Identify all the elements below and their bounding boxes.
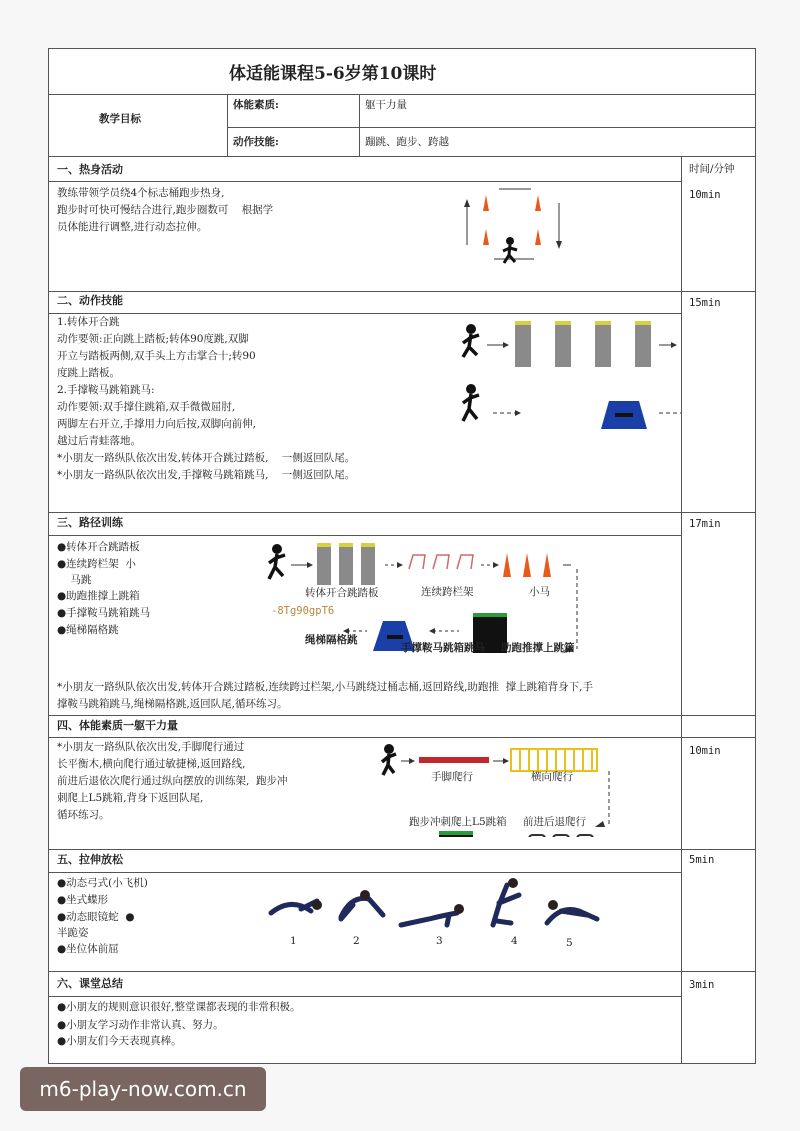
- section-title-stretch: 五、拉伸放松: [57, 853, 123, 866]
- warmup-time: 10min: [689, 189, 721, 201]
- stretch-bullet: ●坐式蝶形: [57, 894, 109, 906]
- diagram-label: 前进后退爬行: [523, 816, 586, 828]
- stretch-bullet: ●动态眼镜蛇 ● 半跪姿: [57, 911, 135, 939]
- divider: [49, 181, 681, 182]
- path-bullet: ●助跑推撑上跳箱: [57, 590, 140, 602]
- diagram-label: 跑步冲刺爬上L5跳箱: [409, 816, 507, 828]
- pose-number: 4: [511, 935, 518, 947]
- page-title: 体适能课程5-6岁第10课时: [229, 64, 437, 84]
- divider: [359, 94, 360, 156]
- pose-number: 3: [436, 935, 443, 947]
- divider: [49, 849, 755, 850]
- watermark-badge: m6-play-now.com.cn: [20, 1067, 266, 1111]
- diagram-label: -8Tg90gpT6: [271, 605, 335, 617]
- fitness-label: 体能素质:: [233, 99, 279, 111]
- stretch-time: 5min: [689, 854, 715, 866]
- diagram-label: 手撑鞍马跳箱跳马: [401, 642, 485, 654]
- divider: [49, 535, 681, 536]
- fitness-value: 躯干力量: [365, 99, 407, 111]
- core-time: 10min: [689, 745, 721, 757]
- summary-bullet: ●小朋友学习动作非常认真、努力。: [57, 1019, 224, 1031]
- warmup-cone-diagram: [449, 183, 579, 273]
- time-header: 时间/分钟: [689, 163, 735, 175]
- diagram-label: 小马: [529, 586, 550, 598]
- core-text: *小朋友一路纵队依次出发,手脚爬行通过 长平衡木,横向爬行通过敏捷梯,返回路线, 前进后退依次爬行通过纵向摆放的训练架, 跑步冲 刺爬上L5跳箱,背身下返回队尾, 循环练习。: [57, 741, 288, 821]
- divider: [49, 715, 755, 716]
- skills-text: 1.转体开合跳 动作要领:正向跳上踏板;转体90度跳,双脚 开立与踏板两侧,双手头上方击掌合十;转90 度跳上踏板。 2.手撑鞍马跳箱跳马: 动作要领:双手撑住跳箱,双手微微屈肘, 两脚左右开立,手撑用力向后按,双脚向前伸, 越过后青蛙落地。 *小朋友一路纵队依次出发,转体开合跳过踏板, 一侧返回队尾。 *小朋友一路纵队依次出发,手撑鞍马跳箱跳马, 一侧返回队尾。: [57, 316, 356, 481]
- summary-bullet: ●小朋友的规则意识很好,整堂课都表现的非常积极。: [57, 1001, 301, 1013]
- section-title-skills: 二、动作技能: [57, 294, 123, 307]
- summary-time: 3min: [689, 979, 715, 991]
- section-title-summary: 六、课堂总结: [57, 977, 123, 990]
- path-bullet: ●手撑鞍马跳箱跳马: [57, 607, 151, 619]
- diagram-label: 连续跨栏架: [421, 586, 474, 598]
- section-title-core: 四、体能素质一躯干力量: [57, 719, 178, 732]
- path-bullet: ●连续跨栏架 小 马跳: [57, 558, 136, 586]
- path-bullet: ●绳梯隔格跳: [57, 624, 119, 636]
- skill-value: 蹦跳、跑步、跨越: [365, 136, 449, 148]
- skills-time: 15min: [689, 297, 721, 309]
- objectives-label: 教学目标: [99, 113, 141, 125]
- divider: [49, 971, 755, 972]
- diagram-label: 横向爬行: [531, 771, 573, 783]
- section-title-warmup: 一、热身活动: [57, 163, 123, 176]
- lesson-plan-table: [48, 48, 756, 1064]
- box-number: 04: [441, 846, 461, 862]
- box-number: 04: [527, 621, 548, 639]
- path-note: *小朋友一路纵队依次出发,转体开合跳过踏板,连续跨过栏架,小马跳绕过桶志桶,返回路线,助跑推 撑上跳箱背身下,手 撑鞍马跳箱跳马,绳梯隔格跳,返回队尾,循环练习。: [57, 681, 593, 710]
- divider: [49, 156, 755, 157]
- diagram-label: 手脚爬行: [431, 771, 473, 783]
- path-time: 17min: [689, 518, 721, 530]
- divider: [227, 127, 755, 128]
- divider: [227, 94, 228, 156]
- path-bullet: ●转体开合跳踏板: [57, 541, 140, 553]
- diagram-label: 转体开合跳踏板: [305, 587, 379, 599]
- pose-number: 2: [353, 935, 360, 947]
- divider: [49, 737, 755, 738]
- skill-label: 动作技能:: [233, 136, 279, 148]
- summary-bullet: ●小朋友们今天表现真棒。: [57, 1035, 182, 1047]
- divider: [49, 996, 681, 997]
- pose-number: 5: [566, 937, 573, 949]
- divider: [49, 512, 755, 513]
- warmup-text: 教练带领学员绕4个标志桶跑步热身, 跑步时可快可慢结合进行,跑步圈数可 根据学 员体能进行调整,进行动态拉伸。: [57, 187, 274, 233]
- divider: [49, 291, 755, 292]
- diagram-label: 助跑推撑上跳箱: [501, 642, 575, 654]
- time-column-divider: [681, 156, 682, 1063]
- pose-number: 1: [290, 935, 297, 947]
- divider: [49, 872, 681, 873]
- divider: [49, 94, 755, 95]
- diagram-label: 绳梯隔格跳: [305, 634, 358, 646]
- stretch-bullet: ●坐位体前屈: [57, 943, 119, 955]
- stretch-bullet: ●动态弓式(小飞机): [57, 877, 148, 889]
- skills-diagram: [457, 317, 681, 431]
- section-title-path: 三、路径训练: [57, 516, 123, 529]
